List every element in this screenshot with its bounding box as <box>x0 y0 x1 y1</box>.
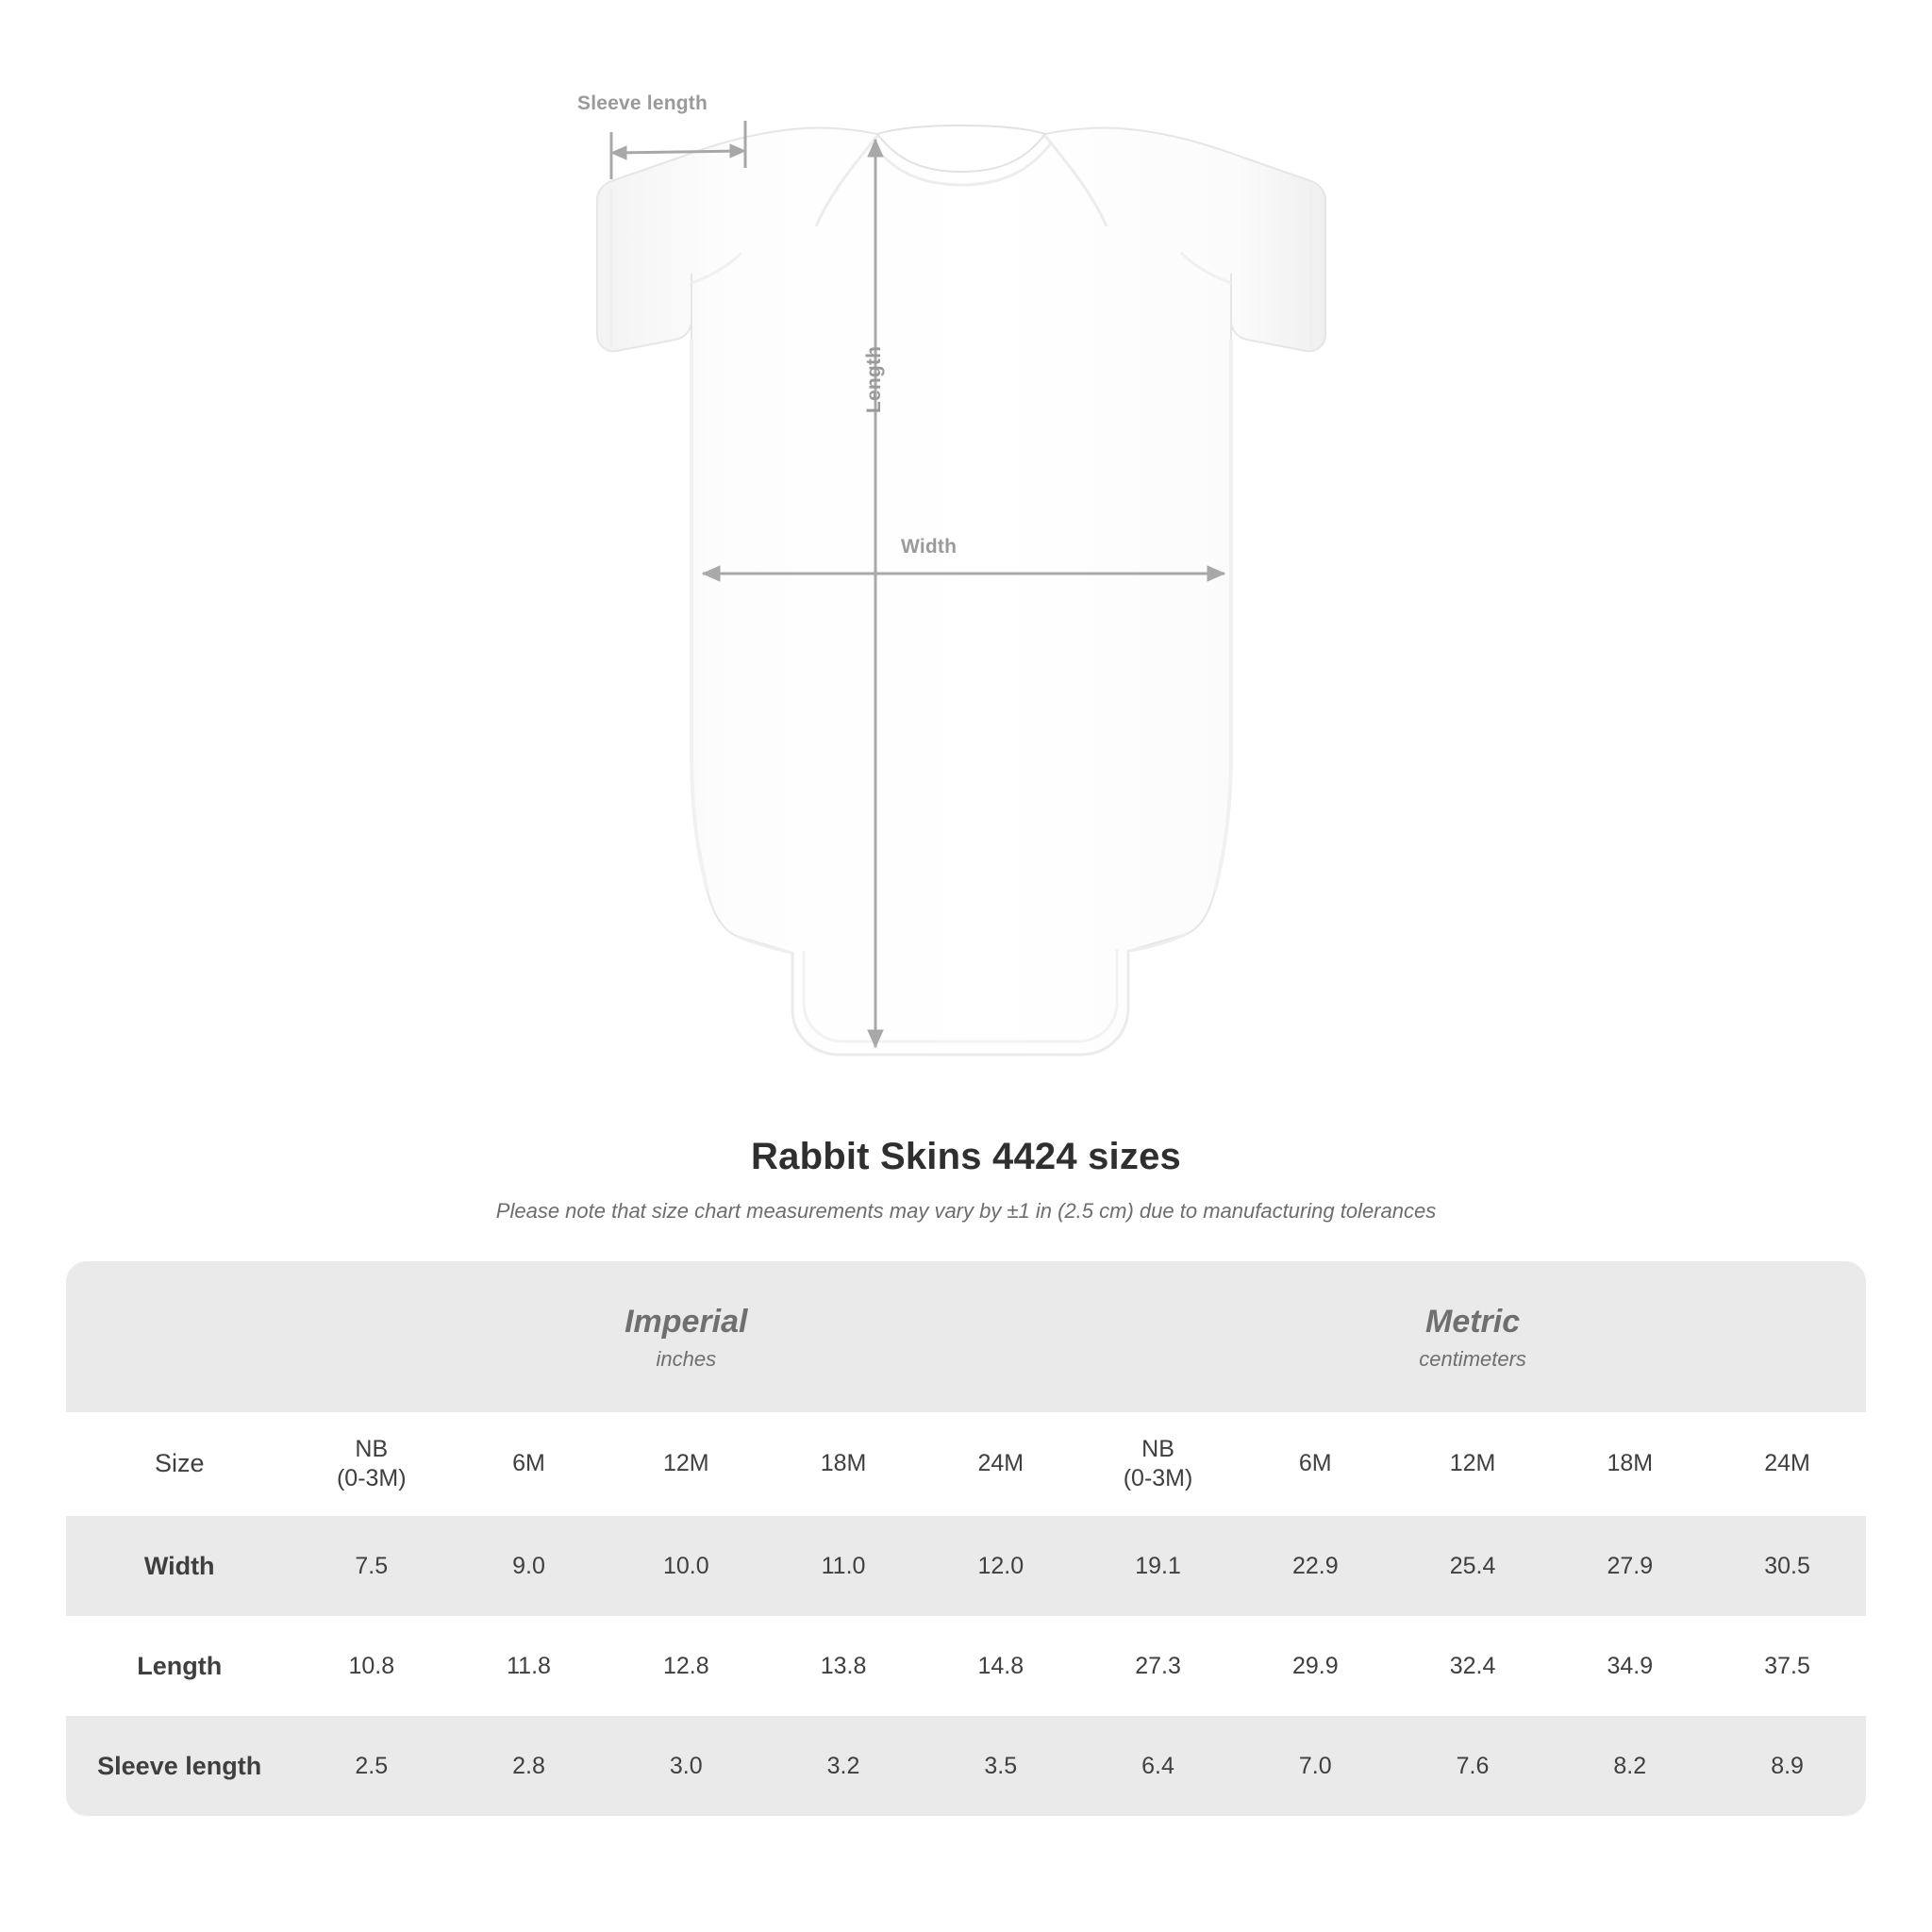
cell-length-nb-cm: 27.3 <box>1135 1652 1181 1679</box>
unit-group-imperial <box>292 1261 1079 1412</box>
title-block <box>0 1136 1932 1224</box>
table-row <box>66 1716 1866 1816</box>
cell-sleeve-18m-in: 3.2 <box>765 1716 923 1816</box>
column-header-6m-in <box>450 1412 608 1516</box>
column-header-sub: (0-3M) <box>336 1465 407 1491</box>
cell-width-18m-in: 11.0 <box>765 1516 923 1616</box>
column-header-6m-cm <box>1237 1412 1394 1516</box>
cell-length-18m-cm: 34.9 <box>1607 1652 1654 1679</box>
page-title: Rabbit Skins 4424 sizes <box>751 1136 1181 1177</box>
cell-width-12m-cm: 25.4 <box>1394 1516 1552 1616</box>
table-row <box>66 1616 1866 1716</box>
cell-sleeve-6m-cm: 7.0 <box>1237 1716 1394 1816</box>
cell-length-12m-cm: 32.4 <box>1449 1652 1496 1679</box>
unit-group-metric-name: Metric <box>1425 1303 1521 1340</box>
column-header-label: 18M <box>820 1450 867 1477</box>
cell-sleeve-24m-cm: 8.9 <box>1708 1716 1866 1816</box>
column-header-12m-cm <box>1394 1412 1552 1516</box>
column-header-label: 24M <box>1764 1450 1810 1477</box>
row-header-length: Length <box>137 1651 223 1680</box>
unit-group-metric <box>1079 1261 1866 1412</box>
cell-width-nb-in: 7.5 <box>292 1516 450 1616</box>
tolerance-note: Please note that size chart measurements may vary by ±1 in (2.5 cm) due to manufacturing tolerances <box>495 1199 1437 1223</box>
unit-group-imperial-sub: inches <box>656 1347 717 1372</box>
size-corner-label: Size <box>66 1412 292 1516</box>
unit-blank-cell <box>66 1261 292 1412</box>
column-header-18m-in <box>765 1412 923 1516</box>
column-header-label: NB <box>355 1435 389 1462</box>
cell-length-24m-cm: 37.5 <box>1764 1652 1810 1679</box>
width-label: Width <box>901 536 958 558</box>
cell-length-18m-in: 13.8 <box>820 1652 867 1679</box>
cell-sleeve-nb-in: 2.5 <box>292 1716 450 1816</box>
cell-length-12m-in: 12.8 <box>662 1652 709 1679</box>
cell-width-6m-cm: 22.9 <box>1237 1516 1394 1616</box>
cell-width-12m-in: 10.0 <box>608 1516 765 1616</box>
cell-length-6m-in: 11.8 <box>507 1652 551 1679</box>
cell-width-6m-in: 9.0 <box>450 1516 608 1616</box>
column-header-nb-cm <box>1079 1412 1237 1516</box>
column-header-label: 12M <box>1449 1450 1496 1477</box>
cell-length-6m-cm: 29.9 <box>1291 1652 1339 1679</box>
cell-sleeve-12m-in: 3.0 <box>608 1716 765 1816</box>
column-header-24m-in <box>922 1412 1079 1516</box>
column-header-sub: (0-3M) <box>1123 1465 1193 1491</box>
cell-sleeve-6m-in: 2.8 <box>450 1716 608 1816</box>
column-header-label: NB <box>1141 1435 1174 1462</box>
cell-width-18m-cm: 27.9 <box>1551 1516 1708 1616</box>
column-header-label: 18M <box>1607 1450 1654 1477</box>
unit-group-metric-sub: centimeters <box>1419 1347 1526 1372</box>
cell-length-nb-in: 10.8 <box>348 1652 395 1679</box>
cell-width-24m-in: 12.0 <box>922 1516 1079 1616</box>
garment-body-shape <box>597 125 1325 1055</box>
column-header-label: 24M <box>977 1450 1024 1477</box>
length-label: Length <box>863 345 885 413</box>
column-header-row <box>66 1412 1866 1516</box>
column-header-label: 6M <box>512 1450 545 1477</box>
cell-sleeve-12m-cm: 7.6 <box>1394 1716 1552 1816</box>
column-header-label: 12M <box>662 1450 709 1477</box>
column-header-18m-cm <box>1551 1412 1708 1516</box>
size-table <box>66 1261 1866 1816</box>
column-header-12m-in <box>608 1412 765 1516</box>
cell-width-24m-cm: 30.5 <box>1708 1516 1866 1616</box>
unit-group-row <box>66 1261 1866 1412</box>
column-header-nb-in <box>292 1412 450 1516</box>
row-header-sleeve-length: Sleeve length <box>66 1716 292 1816</box>
column-header-label: 6M <box>1298 1450 1332 1477</box>
row-header-width: Width <box>66 1516 292 1616</box>
column-header-24m-cm <box>1708 1412 1866 1516</box>
cell-sleeve-nb-cm: 6.4 <box>1079 1716 1237 1816</box>
cell-sleeve-24m-in: 3.5 <box>922 1716 1079 1816</box>
cell-sleeve-18m-cm: 8.2 <box>1551 1716 1708 1816</box>
size-table-wrapper <box>66 1261 1866 1816</box>
cell-length-24m-in: 14.8 <box>977 1652 1024 1679</box>
cell-width-nb-cm: 19.1 <box>1079 1516 1237 1616</box>
table-row <box>66 1516 1866 1616</box>
sleeve-length-label: Sleeve length <box>577 92 708 114</box>
unit-group-imperial-name: Imperial <box>625 1303 748 1340</box>
